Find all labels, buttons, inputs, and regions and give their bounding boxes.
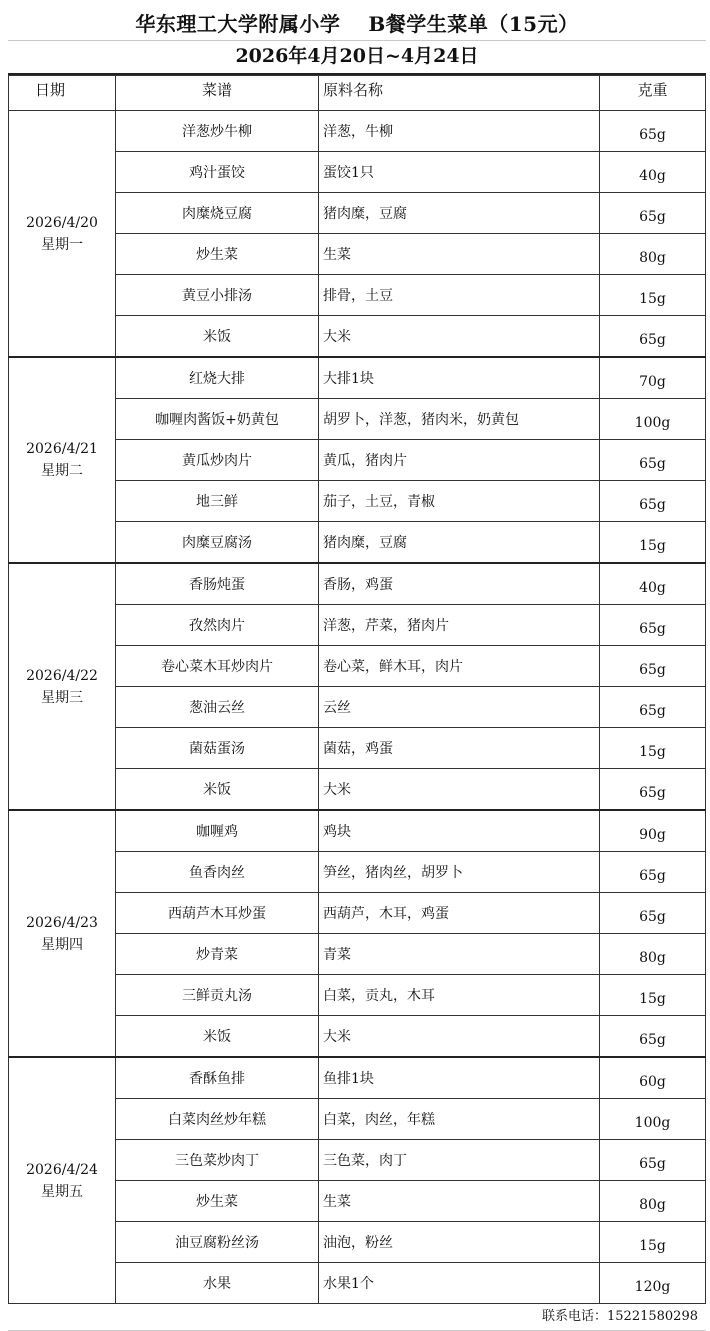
- ingredients: 菌菇，鸡蛋: [319, 728, 600, 769]
- weight: 65g: [600, 605, 706, 646]
- dish-name: 米饭: [116, 769, 319, 811]
- header-dish: 菜谱: [116, 76, 319, 111]
- ingredients: 猪肉糜，豆腐: [319, 522, 600, 564]
- weight: 65g: [600, 440, 706, 481]
- header-ingredients: 原料名称: [319, 76, 600, 111]
- weight: 40g: [600, 563, 706, 605]
- day-date: 2026/4/21: [26, 441, 98, 457]
- header-date: 日期: [9, 76, 116, 111]
- day-weekday: 星期一: [41, 236, 83, 253]
- weight: 15g: [600, 1222, 706, 1263]
- ingredients: 三色菜，肉丁: [319, 1140, 600, 1181]
- menu-date-range: 2026年4月20日~4月24日: [8, 41, 706, 75]
- weight: 65g: [600, 852, 706, 893]
- ingredients: 白菜，贡丸，木耳: [319, 975, 600, 1016]
- ingredients: 排骨，土豆: [319, 275, 600, 316]
- dish-name: 炒生菜: [116, 234, 319, 275]
- dish-name: 三色菜炒肉丁: [116, 1140, 319, 1181]
- day-cell: [9, 810, 116, 1057]
- ingredients: 香肠，鸡蛋: [319, 563, 600, 605]
- table-row: [9, 111, 706, 152]
- weight: 65g: [600, 1140, 706, 1181]
- weight: 65g: [600, 646, 706, 687]
- ingredients: 洋葱，牛柳: [319, 111, 600, 152]
- day-cell: [9, 1057, 116, 1304]
- dish-name: 肉糜烧豆腐: [116, 193, 319, 234]
- dish-name: 米饭: [116, 316, 319, 358]
- ingredients: 水果1个: [319, 1263, 600, 1304]
- dish-name: 咖喱肉酱饭+奶黄包: [116, 399, 319, 440]
- header-weight: 克重: [600, 76, 706, 111]
- dish-name: 卷心菜木耳炒肉片: [116, 646, 319, 687]
- ingredients: 油泡，粉丝: [319, 1222, 600, 1263]
- ingredients: 青菜: [319, 934, 600, 975]
- table-row: [9, 357, 706, 399]
- ingredients: 西葫芦，木耳，鸡蛋: [319, 893, 600, 934]
- weight: 15g: [600, 728, 706, 769]
- dish-name: 白菜肉丝炒年糕: [116, 1099, 319, 1140]
- table-row: [9, 563, 706, 605]
- dish-name: 水果: [116, 1263, 319, 1304]
- dish-name: 油豆腐粉丝汤: [116, 1222, 319, 1263]
- ingredients: 洋葱，芹菜，猪肉片: [319, 605, 600, 646]
- menu-title: 华东理工大学附属小学 B餐学生菜单（15元）: [8, 8, 706, 41]
- weight: 60g: [600, 1057, 706, 1099]
- ingredients: 卷心菜，鲜木耳，肉片: [319, 646, 600, 687]
- table-header-row: [9, 76, 706, 111]
- day-date: 2026/4/23: [26, 914, 98, 931]
- day-date: 2026/4/22: [26, 667, 98, 684]
- dish-name: 孜然肉片: [116, 605, 319, 646]
- table-row: [9, 1057, 706, 1099]
- ingredients: 大米: [319, 1016, 600, 1058]
- dish-name: 红烧大排: [116, 357, 319, 399]
- table-row: [9, 810, 706, 852]
- dish-name: 黄瓜炒肉片: [116, 440, 319, 481]
- dish-name: 黄豆小排汤: [116, 275, 319, 316]
- dish-name: 鸡汁蛋饺: [116, 152, 319, 193]
- weight: 80g: [600, 934, 706, 975]
- dish-name: 肉糜豆腐汤: [116, 522, 319, 564]
- weight: 65g: [600, 769, 706, 811]
- ingredients: 鱼排1块: [319, 1057, 600, 1099]
- weight: 80g: [600, 234, 706, 275]
- ingredients: 黄瓜，猪肉片: [319, 440, 600, 481]
- weight: 70g: [600, 357, 706, 399]
- contact-phone: 联系电话：15221580298: [8, 1308, 706, 1331]
- ingredients: 胡罗卜，洋葱，猪肉米，奶黄包: [319, 399, 600, 440]
- day-weekday: 星期五: [41, 1183, 83, 1200]
- dish-name: 地三鲜: [116, 481, 319, 522]
- weight: 80g: [600, 1181, 706, 1222]
- day-date: 2026/4/24: [26, 1161, 98, 1178]
- day-weekday: 星期二: [41, 463, 83, 479]
- weight: 65g: [600, 316, 706, 358]
- dish-name: 菌菇蛋汤: [116, 728, 319, 769]
- day-date: 2026/4/20: [26, 214, 98, 231]
- day-cell: [9, 111, 116, 358]
- weight: 65g: [600, 193, 706, 234]
- day-cell: [9, 563, 116, 810]
- weight: 65g: [600, 687, 706, 728]
- weight: 65g: [600, 893, 706, 934]
- dish-name: 鱼香肉丝: [116, 852, 319, 893]
- dish-name: 炒生菜: [116, 1181, 319, 1222]
- dish-name: 米饭: [116, 1016, 319, 1058]
- weight: 15g: [600, 522, 706, 564]
- day-weekday: 星期三: [41, 689, 83, 706]
- day-weekday: 星期四: [41, 936, 83, 953]
- dish-name: 香肠炖蛋: [116, 563, 319, 605]
- weight: 100g: [600, 1099, 706, 1140]
- weight: 15g: [600, 975, 706, 1016]
- day-cell: [9, 357, 116, 563]
- dish-name: 炒青菜: [116, 934, 319, 975]
- weight: 15g: [600, 275, 706, 316]
- ingredients: 大米: [319, 769, 600, 811]
- dish-name: 咖喱鸡: [116, 810, 319, 852]
- ingredients: 猪肉糜，豆腐: [319, 193, 600, 234]
- ingredients: 茄子，土豆，青椒: [319, 481, 600, 522]
- ingredients: 白菜，肉丝，年糕: [319, 1099, 600, 1140]
- dish-name: 洋葱炒牛柳: [116, 111, 319, 152]
- ingredients: 笋丝，猪肉丝，胡罗卜: [319, 852, 600, 893]
- dish-name: 西葫芦木耳炒蛋: [116, 893, 319, 934]
- weight: 90g: [600, 810, 706, 852]
- ingredients: 生菜: [319, 1181, 600, 1222]
- menu-sheet: [8, 8, 706, 1331]
- dish-name: 三鲜贡丸汤: [116, 975, 319, 1016]
- weight: 100g: [600, 399, 706, 440]
- dish-name: 香酥鱼排: [116, 1057, 319, 1099]
- ingredients: 大米: [319, 316, 600, 358]
- dish-name: 葱油云丝: [116, 687, 319, 728]
- ingredients: 云丝: [319, 687, 600, 728]
- ingredients: 蛋饺1只: [319, 152, 600, 193]
- menu-table-body: [9, 76, 706, 1304]
- weight: 65g: [600, 1016, 706, 1058]
- weight: 40g: [600, 152, 706, 193]
- ingredients: 大排1块: [319, 357, 600, 399]
- weight: 65g: [600, 481, 706, 522]
- weight: 120g: [600, 1263, 706, 1304]
- menu-table: [8, 75, 706, 1304]
- ingredients: 鸡块: [319, 810, 600, 852]
- weight: 65g: [600, 111, 706, 152]
- ingredients: 生菜: [319, 234, 600, 275]
